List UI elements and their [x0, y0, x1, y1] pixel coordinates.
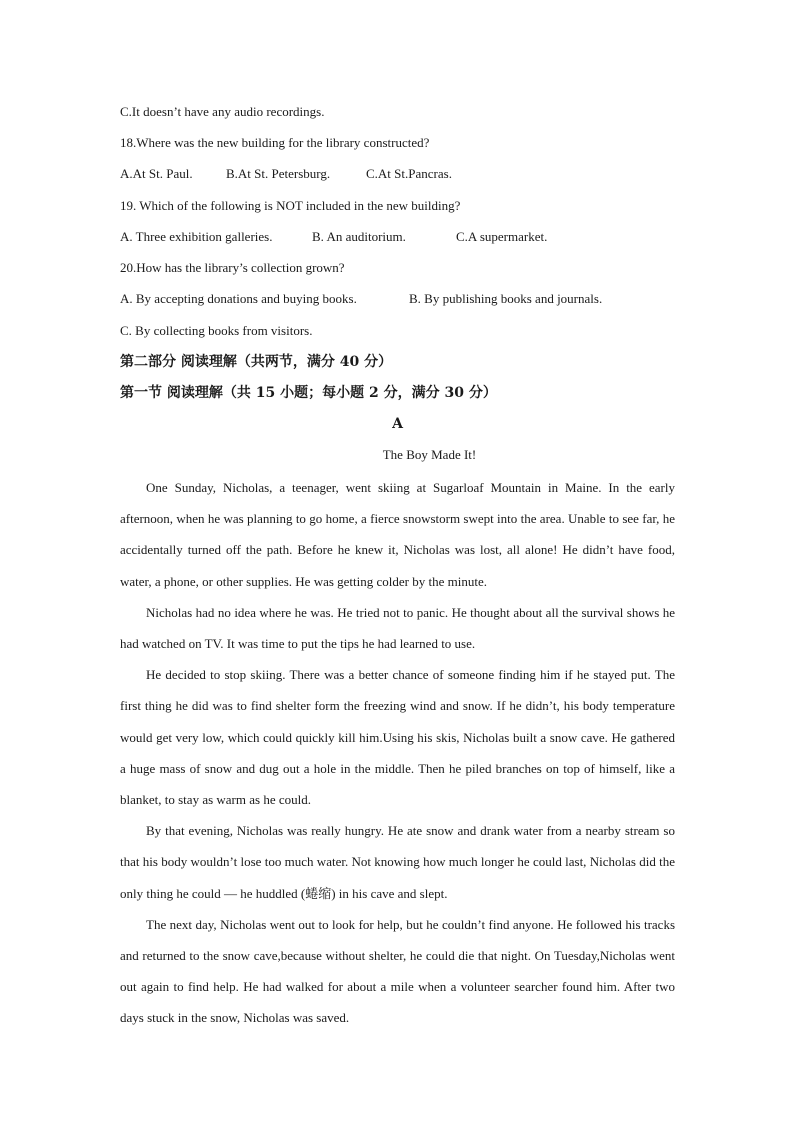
- q19-option-b: B. An auditorium.: [312, 229, 406, 244]
- q19-option-a: A. Three exhibition galleries.: [120, 229, 273, 244]
- q18-options: [120, 166, 675, 182]
- q18-option-a: A.At St. Paul.: [120, 166, 193, 181]
- paragraph-3: He decided to stop skiing. There was a better chance of someone finding him if he stayed put. The first thing he did was to find shelter form the freezing wind and snow. If he didn’t, his body temperature would get very low, which could quickly kill him.Using his skis, Nicholas built a snow cave. He gathered a huge mass of snow and dug out a hole in the middle. Then he piled branches on top of himself, like a blanket, to stay as warm as he could.: [120, 667, 675, 808]
- q18-stem: 18.Where was the new building for the library constructed?: [120, 135, 430, 150]
- paragraph-2: Nicholas had no idea where he was. He tried not to panic. He thought about all the survival shows he had watched on TV. It was time to put the tips he had learned to use.: [120, 604, 675, 652]
- paragraph-4: By that evening, Nicholas was really hungry. He ate snow and drank water from a nearby stream so that his body wouldn’t lose too much water. Not knowing how much longer he could last, Nicholas did the only thing he could — he huddled (蜷缩) in his cave and slept.: [120, 823, 675, 901]
- q20-option-a: A. By accepting donations and buying books.: [120, 291, 357, 306]
- section1-heading: 第一节 阅读理解（共 15 小题；每小题 2 分，满分 30 分）: [120, 385, 497, 401]
- paragraph-5: The next day, Nicholas went out to look for help, but he couldn’t find anyone. He followed his tracks and returned to the snow cave,because without shelter, he could die that night. On Tuesday,Nicholas went out again to find help. He had walked for about a mile when a volunteer searcher found him. After two days stuck in the snow, Nicholas was saved.: [120, 916, 675, 1026]
- q19-stem: 19. Which of the following is NOT included in the new building?: [120, 198, 461, 213]
- q20-stem: 20.How has the library’s collection grown?: [120, 260, 345, 275]
- passage-letter: A: [392, 416, 403, 432]
- q18-option-c: C.At St.Pancras.: [366, 166, 452, 181]
- passage-title: The Boy Made It!: [382, 447, 477, 462]
- q19-option-c: C.A supermarket.: [456, 229, 548, 244]
- q20-option-c: C. By collecting books from visitors.: [120, 323, 313, 338]
- passage-body: [120, 472, 675, 1034]
- q20-option-b: B. By publishing books and journals.: [409, 291, 603, 306]
- q19-options: [120, 229, 675, 245]
- paragraph-1: One Sunday, Nicholas, a teenager, went skiing at Sugarloaf Mountain in Maine. In the early afternoon, when he was planning to go home, a fierce snowstorm swept into the area. Unable to see far, he accidentally turned off the path. Before he knew it, Nicholas was lost, all alone! He didn’t have food, water, a phone, or other supplies. He was getting colder by the minute.: [120, 480, 675, 589]
- q18-option-b: B.At St. Petersburg.: [226, 166, 331, 181]
- q20-options: [120, 291, 675, 307]
- q17-option-c: C.It doesn’t have any audio recordings.: [120, 104, 325, 119]
- part2-heading: 第二部分 阅读理解（共两节，满分 40 分）: [120, 354, 393, 370]
